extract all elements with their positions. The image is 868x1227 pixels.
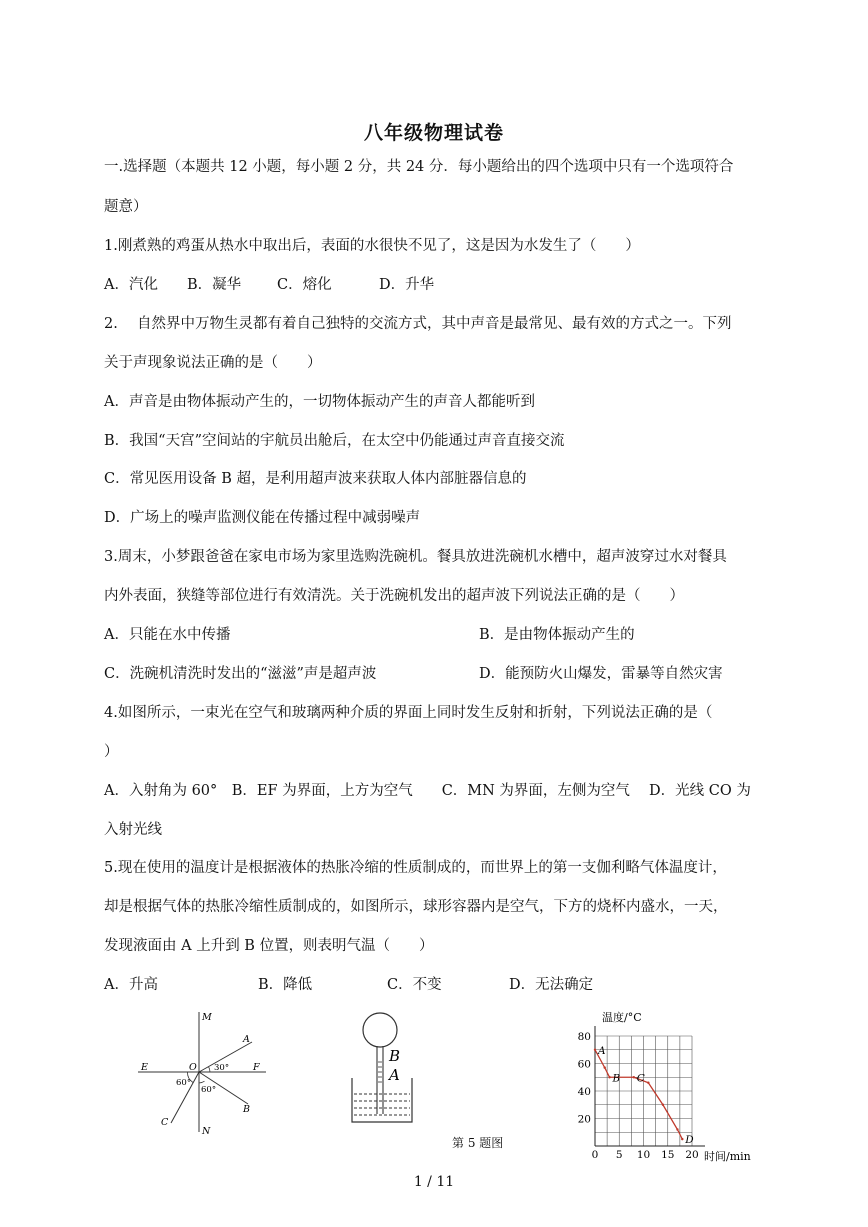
page-title: 八年级物理试卷	[363, 122, 504, 144]
question-3-stem-line1: 3.周末，小梦跟爸爸在家电市场为家里选购洗碗机。餐具放进洗碗机水槽中，超声波穿过水对餐具	[104, 549, 727, 565]
x-tick-label: 5	[615, 1149, 623, 1161]
question-4-options-line2: 入射光线	[104, 822, 162, 838]
tube-water-lines	[378, 1062, 382, 1082]
question-3-option-a: A．只能在水中传播	[104, 627, 231, 643]
label-c: C	[161, 1117, 169, 1128]
label-o: O	[189, 1062, 197, 1073]
question-5-stem-line2: 却是根据气体的热胀冷缩性质制成的，如图所示，球形容器内是空气，下方的烧杯内盛水，一天，	[104, 899, 728, 915]
section-heading-line1: 一.选择题（本题共 12 小题，每小题 2 分，共 24 分．每小题给出的四个选项中只有一个选项符合	[104, 159, 734, 175]
gas-thermometer-diagram	[344, 1010, 424, 1125]
question-1-option-b: B．凝华	[187, 277, 242, 293]
question-1-option-d: D．升华	[379, 277, 435, 293]
air-bulb	[363, 1013, 397, 1047]
data-point	[608, 1076, 610, 1078]
y-tick-label: 60	[577, 1058, 591, 1071]
question-5-stem-line1: 5.现在使用的温度计是根据液体的热胀冷缩的性质制成的，而世界上的第一支伽利略气体温度计，	[104, 860, 727, 876]
angle-arc-30	[209, 1067, 210, 1072]
angle-label-30: 30°	[214, 1063, 230, 1073]
question-1-option-c: C．熔化	[277, 277, 332, 293]
point-label-a: A	[598, 1044, 606, 1057]
question-3-option-b: B．是由物体振动产生的	[479, 627, 635, 643]
light-reflection-diagram	[128, 1006, 278, 1141]
data-point	[662, 1104, 664, 1106]
data-point	[676, 1128, 678, 1130]
label-b: B	[243, 1104, 250, 1115]
question-3-stem-line2: 内外表面，狭缝等部位进行有效清洗。关于洗碗机发出的超声波下列说法正确的是（ ）	[104, 588, 684, 604]
question-4-options-line1: A．入射角为 60° B．EF 为界面，上方为空气 C．MN 为界面，左侧为空气 D．光线 CO 为	[104, 783, 751, 799]
data-point	[633, 1076, 635, 1078]
question-2-stem-line1: 2. 自然界中万物生灵都有着自己独特的交流方式，其中声音是最常见、最有效的方式之一。下列	[104, 316, 732, 332]
question-5-option-a: A．升高	[104, 977, 158, 993]
question-3-option-d: D．能预防火山爆发，雷暴等自然灾害	[479, 666, 723, 682]
temperature-curve	[595, 1050, 682, 1139]
data-point	[594, 1049, 596, 1051]
question-2-stem-line2: 关于声现象说法正确的是（ ）	[104, 355, 322, 371]
question-2-option-d: D．广场上的噪声监测仪能在传播过程中减弱噪声	[104, 510, 421, 526]
figure-5-caption: 第 5 题图	[452, 1136, 504, 1150]
x-tick-label: 15	[661, 1149, 675, 1161]
question-5-option-b: B．降低	[258, 977, 313, 993]
position-label-b: B	[389, 1047, 401, 1065]
question-1-option-a: A．汽化	[104, 277, 158, 293]
point-label-b: B	[612, 1072, 621, 1085]
label-a: A	[243, 1034, 250, 1045]
chart-x-axis-label: 时间/min	[704, 1150, 751, 1163]
x-tick-label: 20	[685, 1149, 699, 1161]
point-label-c: C	[636, 1072, 645, 1085]
question-5-option-d: D．无法确定	[509, 977, 594, 993]
question-3-option-c: C．洗碗机清洗时发出的“滋滋”声是超声波	[104, 666, 377, 682]
question-4-stem-line1: 4.如图所示，一束光在空气和玻璃两种介质的界面上同时发生反射和折射，下列说法正确的是（	[104, 705, 713, 721]
angle-label-60-left: 60°	[176, 1078, 192, 1088]
label-f: F	[253, 1062, 260, 1073]
position-label-a: A	[389, 1066, 400, 1084]
question-5-stem-line3: 发现液面由 A 上升到 B 位置，则表明气温（ ）	[104, 938, 434, 954]
water-level-lines	[354, 1094, 410, 1115]
section-heading-line2: 题意）	[104, 199, 148, 215]
x-tick-label: 10	[636, 1149, 651, 1161]
page-number: 1 / 11	[413, 1174, 455, 1190]
chart-y-axis-label: 温度/°C	[602, 1011, 642, 1024]
label-m: M	[202, 1012, 212, 1023]
question-1-stem: 1.刚煮熟的鸡蛋从热水中取出后，表面的水很快不见了，这是因为水发生了（ ）	[104, 238, 640, 254]
y-tick-label: 80	[577, 1031, 591, 1043]
data-point	[647, 1082, 649, 1084]
question-4-stem-line2: ）	[104, 744, 119, 760]
question-5-option-c: C．不变	[387, 977, 442, 993]
y-tick-label: 40	[577, 1086, 591, 1098]
question-2-option-a: A．声音是由物体振动产生的，一切物体振动产生的声音人都能听到	[104, 394, 535, 410]
data-point	[604, 1066, 606, 1068]
temperature-time-chart	[570, 1008, 755, 1163]
point-label-d: D	[685, 1134, 694, 1147]
question-2-option-c: C．常见医用设备 B 超，是利用超声波来获取人体内部脏器信息的	[104, 471, 527, 487]
data-point	[681, 1138, 683, 1140]
label-n: N	[202, 1126, 211, 1137]
question-2-option-b: B．我国“天宫”空间站的宇航员出舱后，在太空中仍能通过声音直接交流	[104, 433, 565, 449]
angle-arc-60-bottom	[199, 1081, 205, 1083]
label-e: E	[141, 1062, 148, 1073]
angle-label-60-bottom: 60°	[201, 1085, 217, 1095]
x-tick-label: 0	[591, 1149, 599, 1161]
y-tick-label: 20	[577, 1113, 591, 1126]
